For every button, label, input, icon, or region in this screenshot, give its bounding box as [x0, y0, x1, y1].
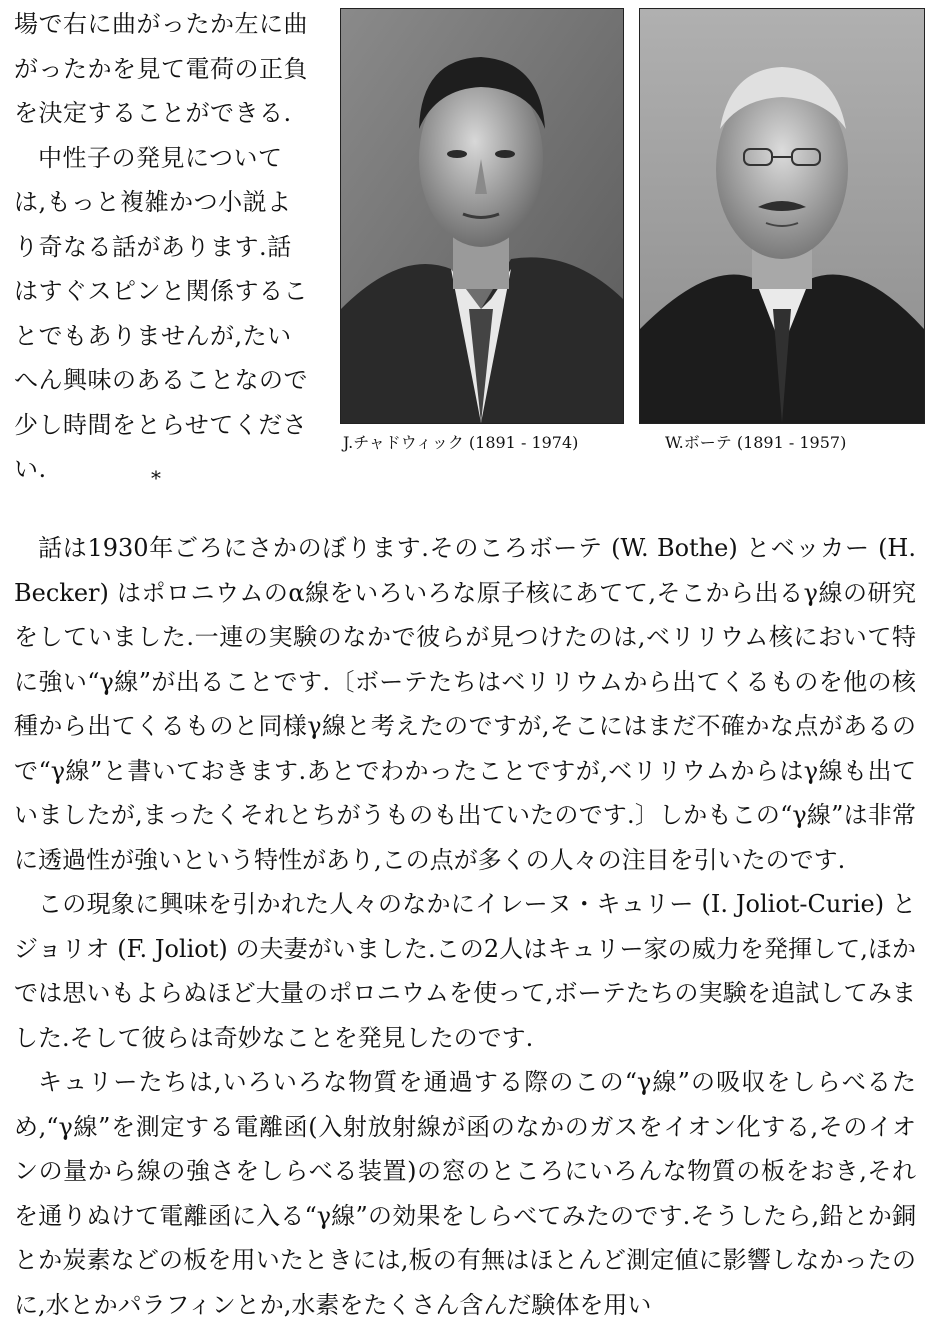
chadwick-caption: J.チャドウィック (1891 - 1974): [343, 433, 579, 452]
body-paragraph-2: この現象に興味を引かれた人々のなかにイレーヌ・キュリー (I. Joliot-Curie) とジョリオ (F. Joliot) の夫妻がいました.この2人はキュリー家の威力を発揮して,ほかでは思いもよらぬほど大量のポロニウムを使って,ボーテたちの実験を追試してみました.そして彼らは奇妙なことを発見したのです.: [14, 890, 916, 1052]
section-separator: *: [151, 466, 161, 490]
intro-column: [14, 2, 314, 492]
body-paragraph-1: 話は1930年ごろにさかのぼります.そのころボーテ (W. Bothe) とベッカー (H. Becker) はポロニウムのα線をいろいろな原子核にあてて,そこから出るγ線の研究をしていました.一連の実験のなかで彼らが見つけたのは,ベリリウム核において特に強い“γ線”が出ることです.〔ボーテたちはベリリウムから出てくるものを他の核種から出てくるものと同様γ線と考えたのですが,そこにはまだ不確かな点があるので“γ線”と書いておきます.あとでわかったことですが,ベリリウムからはγ線も出ていましたが,まったくそれとちがうものも出ていたのです.〕しかもこの“γ線”は非常に透過性が強いという特性があり,この点が多くの人々の注目を引いたのです.: [14, 534, 916, 874]
intro-paragraph-2: 中性子の発見については,もっと複雑かつ小説より奇なる話があります.話はすぐスピンと関係することでもありませんが,たいへん興味のあることなので少し時間をとらせてください.: [14, 143, 308, 483]
body-text: [14, 526, 916, 1327]
intro-paragraph-1: 場で右に曲がったか左に曲がったかを見て電荷の正負を決定することができる.: [14, 10, 308, 127]
chadwick-portrait: [340, 8, 624, 424]
bothe-caption: W.ボーテ (1891 - 1957): [665, 433, 847, 452]
body-paragraph-3: キュリーたちは,いろいろな物質を通過する際のこの“γ線”の吸収をしらべるため,“γ線”を測定する電離函(入射放射線が函のなかのガスをイオン化する,そのイオンの量から線の強さをしらべる装置)の窓のところにいろんな物質の板をおき,それを通りぬけて電離函に入る“γ線”の効果をしらべてみたのです.そうしたら,鉛とか銅とか炭素などの板を用いたときには,板の有無はほとんど測定値に影響しなかったのに,水とかパラフィンとか,水素をたくさん含んだ験体を用い: [14, 1068, 916, 1319]
bothe-portrait: [639, 8, 925, 424]
